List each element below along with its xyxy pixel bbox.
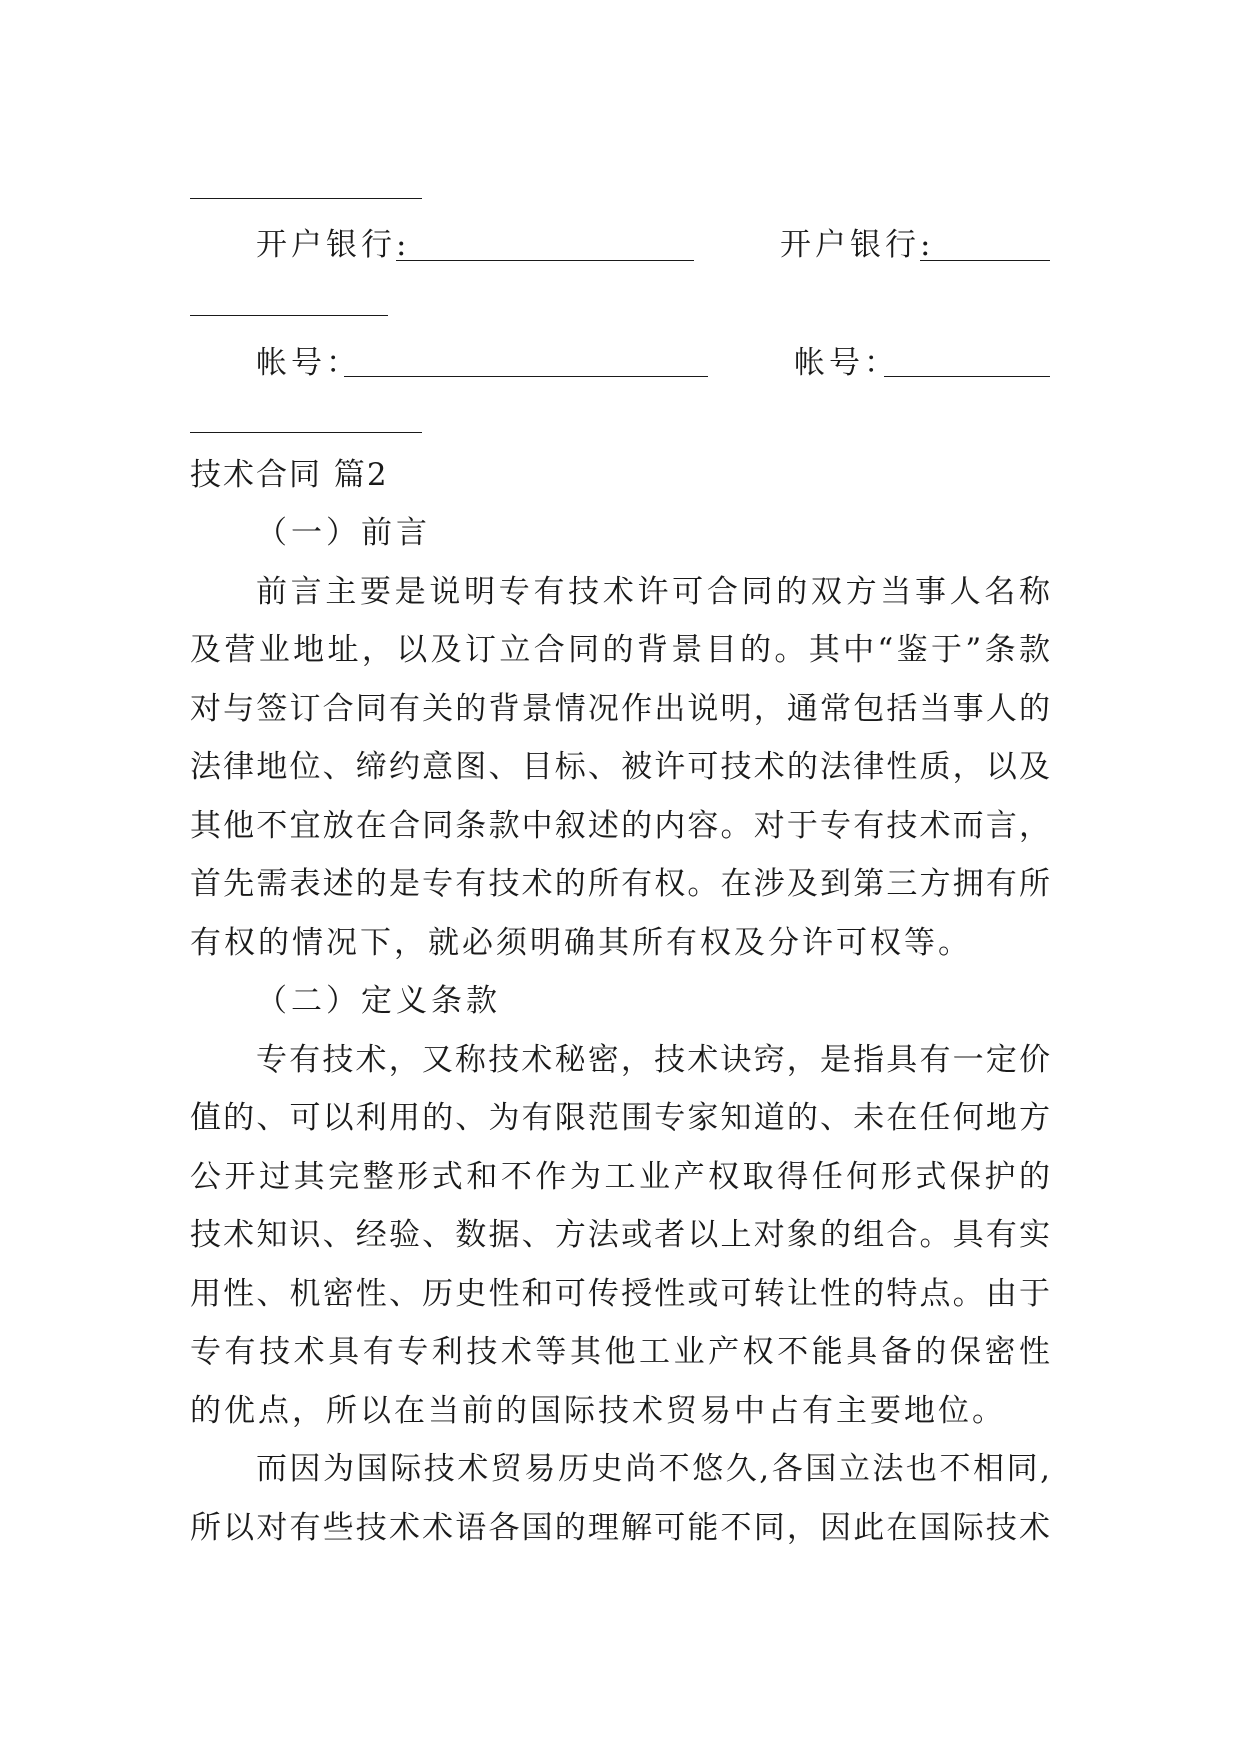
section-title: （一）前言 [256, 515, 431, 551]
paragraph-line: 法律地位、缔约意图、目标、被许可技术的法律性质，以及 [190, 749, 1050, 785]
paragraph-line: 所以对有些技术术语各国的理解可能不同，因此在国际技术 [190, 1510, 1050, 1546]
bank-fill-right [920, 260, 1050, 261]
paragraph-line: 值的、可以利用的、为有限范围专家知道的、未在任何地方 [190, 1100, 1050, 1136]
paragraph-line: 及营业地址，以及订立合同的背景目的。其中“鉴于”条款 [190, 632, 1050, 668]
paragraph-line: 公开过其完整形式和不作为工业产权取得任何形式保护的 [190, 1159, 1050, 1195]
article-heading: 技术合同 篇2 [190, 457, 389, 493]
bank-label-left: 开户银行: [256, 227, 411, 263]
account-fill-right [884, 376, 1050, 377]
bank-label-right: 开户银行: [780, 227, 935, 263]
paragraph-line: 对与签订合同有关的背景情况作出说明，通常包括当事人的 [190, 691, 1050, 727]
fill-line [190, 315, 388, 316]
paragraph-line: 技术知识、经验、数据、方法或者以上对象的组合。具有实 [190, 1217, 1050, 1253]
paragraph-line: 用性、机密性、历史性和可传授性或可转让性的特点。由于 [190, 1276, 1050, 1312]
section-title: （二）定义条款 [256, 983, 501, 1019]
account-fill-left [344, 376, 708, 377]
bank-fill-left [396, 260, 694, 261]
paragraph-line: 的优点，所以在当前的国际技术贸易中占有主要地位。 [190, 1393, 1006, 1429]
paragraph-line: 有权的情况下，就必须明确其所有权及分许可权等。 [190, 925, 972, 961]
paragraph-line: 专有技术，又称技术秘密，技术诀窍，是指具有一定价 [256, 1042, 1050, 1078]
fill-line [190, 432, 422, 433]
paragraph-line: 而因为国际技术贸易历史尚不悠久,各国立法也不相同, [256, 1451, 1050, 1487]
fill-line [190, 198, 422, 199]
paragraph-line: 其他不宜放在合同条款中叙述的内容。对于专有技术而言， [190, 808, 1050, 844]
account-label-right: 帐号： [794, 345, 899, 381]
paragraph-line: 前言主要是说明专有技术许可合同的双方当事人名称 [256, 574, 1050, 610]
account-label-left: 帐号： [256, 345, 361, 381]
paragraph-line: 首先需表述的是专有技术的所有权。在涉及到第三方拥有所 [190, 866, 1050, 902]
paragraph-line: 专有技术具有专利技术等其他工业产权不能具备的保密性 [190, 1334, 1050, 1370]
